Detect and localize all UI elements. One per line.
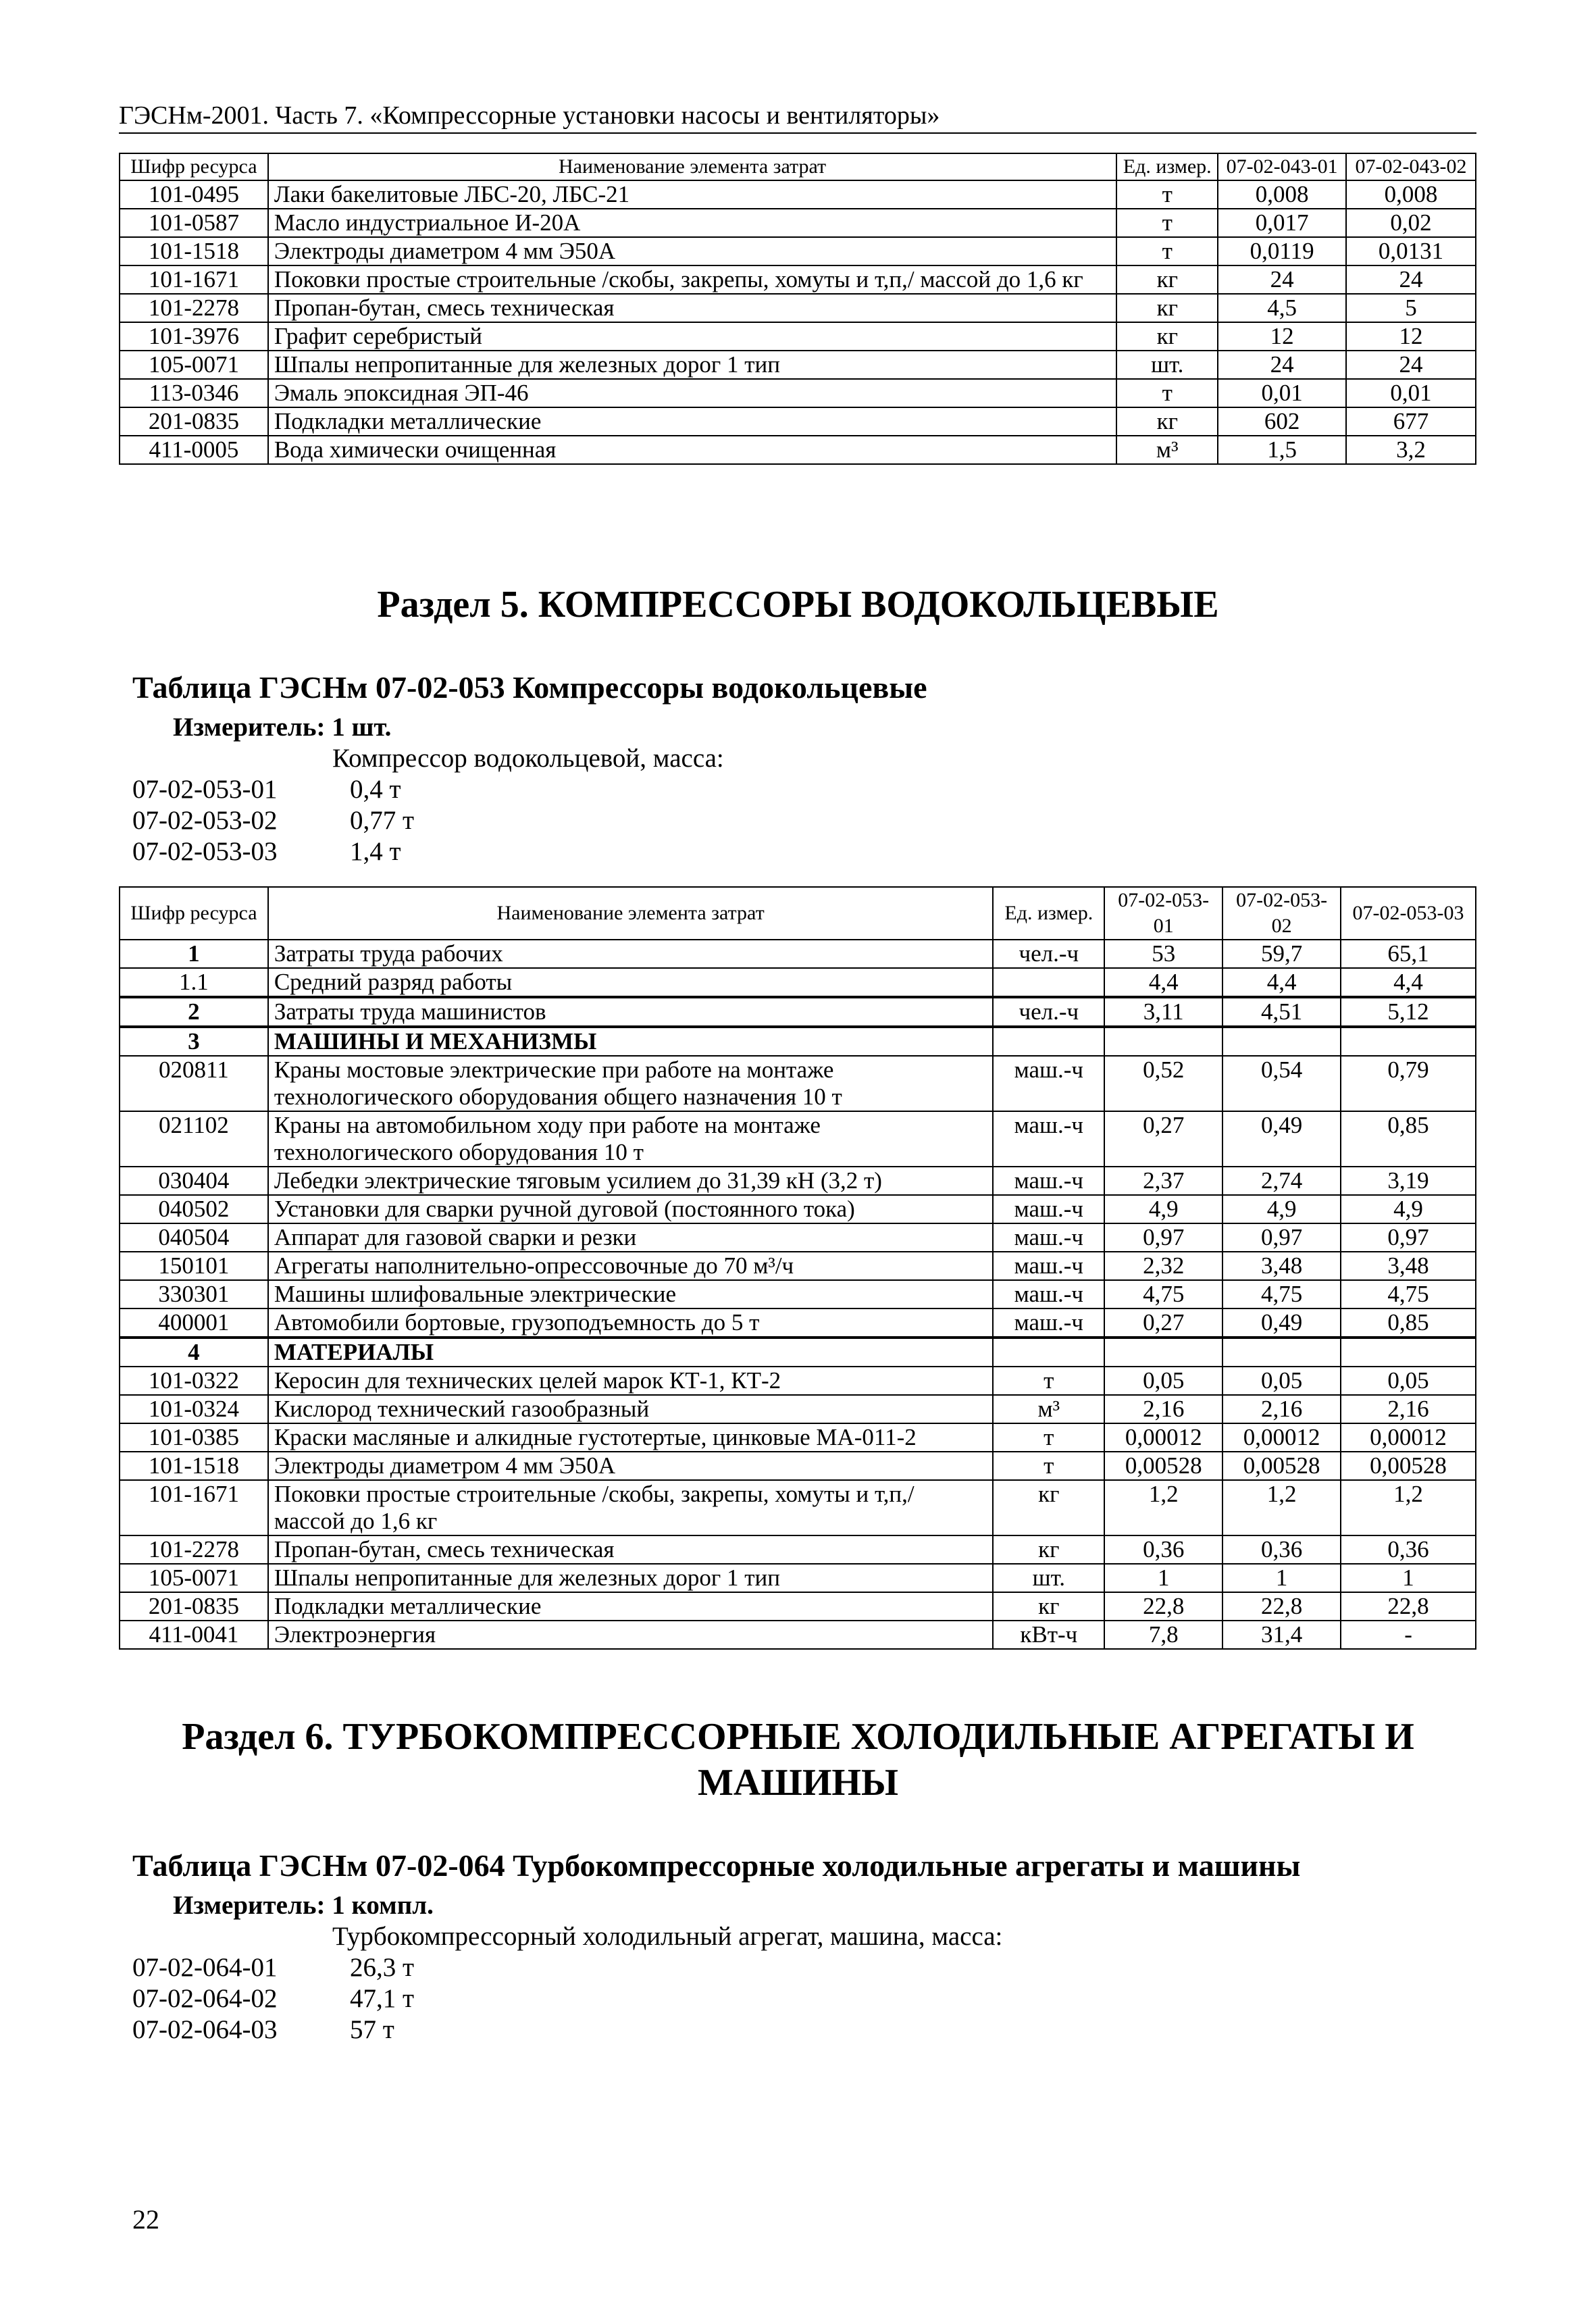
cell-name: МАШИНЫ И МЕХАНИЗМЫ [268, 1027, 994, 1056]
table-row [120, 1027, 1476, 1056]
cell-value: 0,00012 [1104, 1423, 1222, 1452]
cell-unit [993, 968, 1104, 997]
cell-value: 0,52 [1104, 1056, 1222, 1111]
cell-value: - [1341, 1621, 1476, 1649]
cell-value: 0,0119 [1218, 237, 1346, 265]
code-label: 07-02-053-01 [132, 775, 278, 804]
cell-value: 0,49 [1222, 1111, 1341, 1167]
cell-unit: кг [1116, 294, 1218, 322]
cell-value: 65,1 [1341, 940, 1476, 968]
table-row [120, 1480, 1476, 1535]
cell-name: Пропан-бутан, смесь техническая [268, 1535, 994, 1564]
table-row [120, 1338, 1476, 1367]
cell-code: 330301 [120, 1280, 268, 1308]
cell-value: 1 [1341, 1564, 1476, 1592]
cell-value: 1,2 [1104, 1480, 1222, 1535]
cell-value: 0,008 [1346, 180, 1476, 209]
table-body [120, 180, 1476, 464]
table-row [120, 237, 1476, 265]
table-row [120, 294, 1476, 322]
cell-value: 602 [1218, 407, 1346, 436]
cell-value: 2,74 [1222, 1167, 1341, 1195]
cell-value: 0,01 [1218, 379, 1346, 407]
cell-name: Агрегаты наполнительно-опрессовочные до 70 м³/ч [268, 1252, 994, 1280]
code-label: 07-02-064-03 [132, 2015, 278, 2044]
cell-name: Краски масляные и алкидные густотертые, цинковые МА-011-2 [268, 1423, 994, 1452]
description-064: Турбокомпрессорный холодильный агрегат, машина, масса: [332, 1922, 1003, 1951]
cell-value: 53 [1104, 940, 1222, 968]
table-row [120, 940, 1476, 968]
cell-value: 2,16 [1104, 1395, 1222, 1423]
cell-unit: кг [993, 1480, 1104, 1535]
cell-unit: маш.-ч [993, 1195, 1104, 1223]
cell-unit: т [993, 1423, 1104, 1452]
cell-code: 040502 [120, 1195, 268, 1223]
cell-value: 22,8 [1104, 1592, 1222, 1621]
cell-value: 24 [1218, 265, 1346, 294]
cell-unit: т [1116, 209, 1218, 237]
cell-unit: кВт-ч [993, 1621, 1104, 1649]
table-row [120, 1223, 1476, 1252]
cell-value: 3,11 [1104, 997, 1222, 1027]
cell-value: 5 [1346, 294, 1476, 322]
cell-value: 0,00528 [1341, 1452, 1476, 1480]
cell-code: 040504 [120, 1223, 268, 1252]
cell-value: 0,00012 [1222, 1423, 1341, 1452]
cell-code: 105-0071 [120, 1564, 268, 1592]
cell-value: 1,5 [1218, 436, 1346, 464]
cell-code: 1 [120, 940, 268, 968]
cell-value: 0,27 [1104, 1111, 1222, 1167]
cell-unit: шт. [1116, 351, 1218, 379]
cell-name: Подкладки металлические [268, 407, 1116, 436]
cell-name: Лебедки электрические тяговым усилием до 31,39 кН (3,2 т) [268, 1167, 994, 1195]
cell-value: 1 [1104, 1564, 1222, 1592]
cell-name: Аппарат для газовой сварки и резки [268, 1223, 994, 1252]
header-col1: 07-02-053-01 [1104, 887, 1222, 940]
cell-value: 0,97 [1104, 1223, 1222, 1252]
cell-code: 113-0346 [120, 379, 268, 407]
cell-value [1341, 1338, 1476, 1367]
cell-code: 3 [120, 1027, 268, 1056]
code-line [132, 1952, 414, 1983]
table-row [120, 322, 1476, 351]
section-5-title: Раздел 5. КОМПРЕССОРЫ ВОДОКОЛЬЦЕВЫЕ [377, 584, 1219, 626]
header-name: Наименование элемента затрат [268, 153, 1116, 180]
code-value: 0,4 т [350, 775, 401, 804]
cell-code: 101-0587 [120, 209, 268, 237]
cell-unit: м³ [1116, 436, 1218, 464]
table-row [120, 1252, 1476, 1280]
table-header-row [120, 153, 1476, 180]
header-code: Шифр ресурса [120, 887, 268, 940]
cell-unit: м³ [993, 1395, 1104, 1423]
cell-name: Вода химически очищенная [268, 436, 1116, 464]
cell-name: Графит серебристый [268, 322, 1116, 351]
cell-code: 1.1 [120, 968, 268, 997]
table-row [120, 351, 1476, 379]
cell-value: 4,75 [1104, 1280, 1222, 1308]
cell-value: 0,85 [1341, 1111, 1476, 1167]
cell-unit: т [993, 1367, 1104, 1395]
cell-value: 4,5 [1218, 294, 1346, 322]
section-6-title-line-2: МАШИНЫ [698, 1762, 898, 1804]
cell-value: 5,12 [1341, 997, 1476, 1027]
cell-code: 101-2278 [120, 294, 268, 322]
cell-unit: шт. [993, 1564, 1104, 1592]
cell-code: 101-0324 [120, 1395, 268, 1423]
section-6-title-line-1: Раздел 6. ТУРБОКОМПРЕССОРНЫЕ ХОЛОДИЛЬНЫЕ АГРЕГАТЫ И [182, 1716, 1414, 1758]
cell-value: 59,7 [1222, 940, 1341, 968]
code-value: 0,77 т [350, 806, 415, 835]
cell-code: 101-0495 [120, 180, 268, 209]
table-row [120, 1167, 1476, 1195]
measure-064: Измеритель: 1 компл. [173, 1891, 434, 1920]
cell-name: Средний разряд работы [268, 968, 994, 997]
page-number: 22 [132, 2204, 159, 2235]
cell-unit: маш.-ч [993, 1167, 1104, 1195]
cell-unit: маш.-ч [993, 1308, 1104, 1338]
running-header: ГЭСНм-2001. Часть 7. «Компрессорные установки насосы и вентиляторы» [119, 100, 1476, 134]
cell-code: 400001 [120, 1308, 268, 1338]
cell-unit: маш.-ч [993, 1111, 1104, 1167]
cell-value: 1,2 [1222, 1480, 1341, 1535]
cell-code: 101-1671 [120, 1480, 268, 1535]
cell-value: 3,48 [1341, 1252, 1476, 1280]
code-line [132, 774, 401, 805]
table-row [120, 265, 1476, 294]
cell-value: 0,79 [1341, 1056, 1476, 1111]
cell-value: 0,008 [1218, 180, 1346, 209]
cell-value: 24 [1218, 351, 1346, 379]
cell-value: 12 [1218, 322, 1346, 351]
cell-value [1341, 1027, 1476, 1056]
cell-value: 0,00012 [1341, 1423, 1476, 1452]
cell-name: Затраты труда рабочих [268, 940, 994, 968]
header-col2: 07-02-053-02 [1222, 887, 1341, 940]
cell-code: 201-0835 [120, 1592, 268, 1621]
cell-unit [993, 1338, 1104, 1367]
cell-value: 0,85 [1341, 1308, 1476, 1338]
cell-code: 150101 [120, 1252, 268, 1280]
table-row [120, 1280, 1476, 1308]
cell-name: Электроды диаметром 4 мм Э50А [268, 1452, 994, 1480]
cell-name: Шпалы непропитанные для железных дорог 1 тип [268, 1564, 994, 1592]
table-row [120, 1535, 1476, 1564]
cell-value: 0,01 [1346, 379, 1476, 407]
cell-value: 4,51 [1222, 997, 1341, 1027]
table-body [120, 940, 1476, 1649]
table-row [120, 1111, 1476, 1167]
cell-code: 030404 [120, 1167, 268, 1195]
code-label: 07-02-064-02 [132, 1984, 278, 2013]
cell-value: 3,48 [1222, 1252, 1341, 1280]
cell-value: 1 [1222, 1564, 1341, 1592]
code-line [132, 1983, 414, 2014]
cell-value: 2,16 [1341, 1395, 1476, 1423]
cell-name: Эмаль эпоксидная ЭП-46 [268, 379, 1116, 407]
cell-value: 1,2 [1341, 1480, 1476, 1535]
code-label: 07-02-064-01 [132, 1953, 278, 1982]
cell-value: 24 [1346, 351, 1476, 379]
cell-name: Пропан-бутан, смесь техническая [268, 294, 1116, 322]
cell-value: 0,00528 [1222, 1452, 1341, 1480]
code-line [132, 2014, 394, 2045]
code-label: 07-02-053-03 [132, 837, 278, 866]
cell-value: 12 [1346, 322, 1476, 351]
cell-code: 101-3976 [120, 322, 268, 351]
cell-unit: кг [1116, 407, 1218, 436]
cell-value: 0,36 [1222, 1535, 1341, 1564]
table-row [120, 1452, 1476, 1480]
table-row [120, 180, 1476, 209]
header-unit: Ед. измер. [993, 887, 1104, 940]
cell-name: Подкладки металлические [268, 1592, 994, 1621]
cell-value: 31,4 [1222, 1621, 1341, 1649]
cell-value [1222, 1027, 1341, 1056]
cell-unit: т [1116, 237, 1218, 265]
cell-unit [993, 1027, 1104, 1056]
cell-name: Машины шлифовальные электрические [268, 1280, 994, 1308]
cell-code: 021102 [120, 1111, 268, 1167]
cell-unit: кг [1116, 265, 1218, 294]
table-row [120, 407, 1476, 436]
header-col3: 07-02-053-03 [1341, 887, 1476, 940]
table-row [120, 1056, 1476, 1111]
cell-value: 0,49 [1222, 1308, 1341, 1338]
table-row [120, 1195, 1476, 1223]
cell-name: Масло индустриальное И-20А [268, 209, 1116, 237]
header-code: Шифр ресурса [120, 153, 268, 180]
header-col2: 07-02-043-02 [1346, 153, 1476, 180]
cell-name: Кислород технический газообразный [268, 1395, 994, 1423]
cell-code: 201-0835 [120, 407, 268, 436]
cell-name: Керосин для технических целей марок КТ-1, КТ-2 [268, 1367, 994, 1395]
cell-name: Поковки простые строительные /скобы, закрепы, хомуты и т,п,/ массой до 1,6 кг [268, 265, 1116, 294]
description-053: Компрессор водокольцевой, масса: [332, 744, 724, 773]
code-value: 57 т [350, 2015, 394, 2044]
cell-name: Автомобили бортовые, грузоподъемность до 5 т [268, 1308, 994, 1338]
table-row [120, 1308, 1476, 1338]
cell-name: Электроды диаметром 4 мм Э50А [268, 237, 1116, 265]
cell-value: 0,05 [1104, 1367, 1222, 1395]
code-line [132, 805, 414, 836]
cell-value: 4,75 [1341, 1280, 1476, 1308]
cell-name: Поковки простые строительные /скобы, закрепы, хомуты и т,п,/ массой до 1,6 кг [268, 1480, 994, 1535]
cell-name: МАТЕРИАЛЫ [268, 1338, 994, 1367]
cell-value: 4,9 [1104, 1195, 1222, 1223]
cell-code: 411-0041 [120, 1621, 268, 1649]
cell-name: Шпалы непропитанные для железных дорог 1 тип [268, 351, 1116, 379]
header-name: Наименование элемента затрат [268, 887, 994, 940]
cell-value [1104, 1027, 1222, 1056]
cell-value: 3,2 [1346, 436, 1476, 464]
cell-name: Установки для сварки ручной дуговой (постоянного тока) [268, 1195, 994, 1223]
cell-value: 22,8 [1222, 1592, 1341, 1621]
table-row [120, 997, 1476, 1027]
header-col1: 07-02-043-01 [1218, 153, 1346, 180]
cell-code: 101-1518 [120, 1452, 268, 1480]
cell-value: 0,97 [1341, 1223, 1476, 1252]
cell-unit: чел.-ч [993, 997, 1104, 1027]
measure-053: Измеритель: 1 шт. [173, 713, 392, 742]
cell-code: 4 [120, 1338, 268, 1367]
cell-value: 2,32 [1104, 1252, 1222, 1280]
resource-table-053 [119, 886, 1476, 1650]
table-row [120, 379, 1476, 407]
table-row [120, 1395, 1476, 1423]
table-053-title: Таблица ГЭСНм 07-02-053 Компрессоры водокольцевые [132, 670, 927, 705]
table-row [120, 1367, 1476, 1395]
cell-value [1104, 1338, 1222, 1367]
cell-unit: маш.-ч [993, 1056, 1104, 1111]
cell-value: 4,4 [1341, 968, 1476, 997]
header-unit: Ед. измер. [1116, 153, 1218, 180]
cell-value: 0,02 [1346, 209, 1476, 237]
cell-unit: т [993, 1452, 1104, 1480]
cell-value: 0,36 [1104, 1535, 1222, 1564]
cell-value: 4,75 [1222, 1280, 1341, 1308]
cell-code: 2 [120, 997, 268, 1027]
cell-value: 0,36 [1341, 1535, 1476, 1564]
cell-value: 4,4 [1222, 968, 1341, 997]
cell-code: 411-0005 [120, 436, 268, 464]
cell-value: 7,8 [1104, 1621, 1222, 1649]
cell-code: 101-0322 [120, 1367, 268, 1395]
cell-value: 4,9 [1341, 1195, 1476, 1223]
cell-unit: маш.-ч [993, 1252, 1104, 1280]
table-064-title: Таблица ГЭСНм 07-02-064 Турбокомпрессорные холодильные агрегаты и машины [132, 1848, 1301, 1883]
cell-value [1222, 1338, 1341, 1367]
cell-value: 0,05 [1222, 1367, 1341, 1395]
cell-unit: кг [993, 1592, 1104, 1621]
cell-value: 0,00528 [1104, 1452, 1222, 1480]
cell-code: 101-0385 [120, 1423, 268, 1452]
table-row [120, 436, 1476, 464]
code-value: 47,1 т [350, 1984, 415, 2013]
cell-code: 101-1518 [120, 237, 268, 265]
cell-value: 0,27 [1104, 1308, 1222, 1338]
cell-name: Краны на автомобильном ходу при работе на монтаже технологического оборудования 10 т [268, 1111, 994, 1167]
cell-code: 105-0071 [120, 351, 268, 379]
table-row [120, 1564, 1476, 1592]
cell-value: 0,97 [1222, 1223, 1341, 1252]
cell-value: 4,4 [1104, 968, 1222, 997]
cell-unit: т [1116, 180, 1218, 209]
table-row [120, 1423, 1476, 1452]
code-line [132, 836, 401, 867]
cell-unit: маш.-ч [993, 1280, 1104, 1308]
table-row [120, 1592, 1476, 1621]
cell-value: 2,16 [1222, 1395, 1341, 1423]
table-row [120, 968, 1476, 997]
cell-unit: т [1116, 379, 1218, 407]
cell-unit: кг [1116, 322, 1218, 351]
cell-value: 22,8 [1341, 1592, 1476, 1621]
cell-value: 0,0131 [1346, 237, 1476, 265]
cell-value: 24 [1346, 265, 1476, 294]
cell-name: Краны мостовые электрические при работе на монтаже технологического оборудования общего назначения 10 т [268, 1056, 994, 1111]
cell-value: 0,54 [1222, 1056, 1341, 1111]
table-row [120, 209, 1476, 237]
resource-table-043 [119, 153, 1476, 465]
cell-unit: маш.-ч [993, 1223, 1104, 1252]
cell-code: 101-1671 [120, 265, 268, 294]
cell-code: 101-2278 [120, 1535, 268, 1564]
cell-name: Затраты труда машинистов [268, 997, 994, 1027]
cell-code: 020811 [120, 1056, 268, 1111]
cell-value: 2,37 [1104, 1167, 1222, 1195]
cell-unit: чел.-ч [993, 940, 1104, 968]
cell-value: 0,05 [1341, 1367, 1476, 1395]
code-value: 26,3 т [350, 1953, 415, 1982]
code-label: 07-02-053-02 [132, 806, 278, 835]
cell-unit: кг [993, 1535, 1104, 1564]
cell-value: 3,19 [1341, 1167, 1476, 1195]
table-row [120, 1621, 1476, 1649]
cell-value: 4,9 [1222, 1195, 1341, 1223]
cell-value: 0,017 [1218, 209, 1346, 237]
cell-name: Лаки бакелитовые ЛБС-20, ЛБС-21 [268, 180, 1116, 209]
code-value: 1,4 т [350, 837, 401, 866]
cell-value: 677 [1346, 407, 1476, 436]
cell-name: Электроэнергия [268, 1621, 994, 1649]
table-header-row [120, 887, 1476, 940]
